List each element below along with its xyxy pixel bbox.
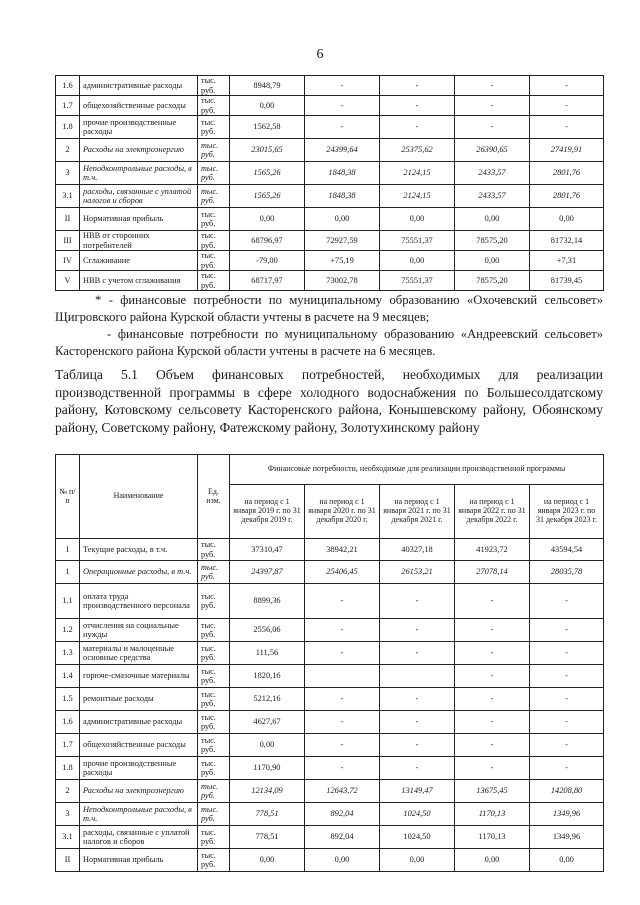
row-unit: тыс. руб. — [198, 251, 230, 271]
row-value: - — [305, 711, 380, 734]
row-value: 68796,97 — [230, 231, 305, 251]
row-value: 72927,59 — [305, 231, 380, 251]
row-name: административные расходы — [80, 76, 198, 96]
row-unit: тыс. руб. — [198, 208, 230, 231]
row-unit: тыс. руб. — [198, 539, 230, 561]
row-value: 2124,15 — [380, 185, 455, 208]
row-number: 2 — [56, 780, 80, 803]
row-value: 25406,45 — [305, 561, 380, 584]
table-row — [56, 96, 604, 116]
row-value: 0,00 — [230, 734, 305, 757]
row-value: 23015,65 — [230, 139, 305, 162]
row-name: Нормативная прибыль — [80, 849, 198, 872]
row-value: 13675,45 — [455, 780, 530, 803]
table-row — [56, 734, 604, 757]
row-value: - — [380, 734, 455, 757]
row-value: 2556,06 — [230, 619, 305, 642]
row-value: - — [530, 688, 604, 711]
row-value: 1170,13 — [455, 803, 530, 826]
row-value: 25375,62 — [380, 139, 455, 162]
row-unit: тыс. руб. — [198, 561, 230, 584]
row-value: 81732,14 — [530, 231, 604, 251]
row-unit: тыс. руб. — [198, 849, 230, 872]
row-unit: тыс. руб. — [198, 780, 230, 803]
row-unit: тыс. руб. — [198, 271, 230, 291]
row-value: 892,04 — [305, 826, 380, 849]
row-name: расходы, связанные с уплатой налогов и сборов — [80, 185, 198, 208]
row-unit: тыс. руб. — [198, 96, 230, 116]
table-row — [56, 642, 604, 665]
row-value: 892,04 — [305, 803, 380, 826]
row-value: - — [530, 619, 604, 642]
row-value: 0,00 — [530, 849, 604, 872]
row-value: 0,00 — [455, 251, 530, 271]
row-value: - — [380, 96, 455, 116]
row-value: - — [380, 116, 455, 139]
row-value: - — [455, 642, 530, 665]
row-value: - — [305, 76, 380, 96]
row-name: оплата труда производственного персонала — [80, 584, 198, 619]
row-number: 1.6 — [56, 711, 80, 734]
row-value: - — [455, 757, 530, 780]
row-value: 24399,64 — [305, 139, 380, 162]
row-value: - — [455, 76, 530, 96]
header-period-2021: на период с 1 января 2021 г. по 31 декабря 2021 г. — [380, 485, 455, 539]
row-name: Сглаживание — [80, 251, 198, 271]
table-caption: Таблица 5.1 Объем финансовых потребностей, необходимых для реализации производственной программы в сфере холодного водоснабжения по Большесолдатскому району, Котовскому сельсовету Касторенского района, Конышевскому району, Обоянскому району, Советскому району, Фатежскому району, Золотухинскому району — [55, 367, 603, 435]
header-name: Наименование — [80, 455, 198, 539]
table-row — [56, 561, 604, 584]
row-unit: тыс. руб. — [198, 757, 230, 780]
row-value: 1562,58 — [230, 116, 305, 139]
row-number: 1.1 — [56, 584, 80, 619]
row-unit: тыс. руб. — [198, 711, 230, 734]
row-value: 2433,57 — [455, 162, 530, 185]
row-value: 41923,72 — [455, 539, 530, 561]
row-value: - — [455, 734, 530, 757]
row-value: - — [530, 665, 604, 688]
row-value: - — [305, 116, 380, 139]
row-value: 26390,65 — [455, 139, 530, 162]
row-value: 1820,16 — [230, 665, 305, 688]
row-value: 1848,38 — [305, 162, 380, 185]
row-value: - — [455, 584, 530, 619]
row-value: - — [305, 688, 380, 711]
row-value: 1349,96 — [530, 826, 604, 849]
row-name: Операционные расходы, в т.ч. — [80, 561, 198, 584]
table-row — [56, 76, 604, 96]
row-value: - — [455, 665, 530, 688]
row-value: - — [305, 619, 380, 642]
row-value: 8899,36 — [230, 584, 305, 619]
row-value: 778,51 — [230, 803, 305, 826]
table-row — [56, 584, 604, 619]
row-value: - — [455, 688, 530, 711]
row-unit: тыс. руб. — [198, 139, 230, 162]
row-unit: тыс. руб. — [198, 734, 230, 757]
row-value: - — [530, 584, 604, 619]
row-value: 0,00 — [530, 208, 604, 231]
table-row — [56, 711, 604, 734]
row-value: - — [380, 619, 455, 642]
row-value: 40327,18 — [380, 539, 455, 561]
row-name: прочие производственные расходы — [80, 116, 198, 139]
row-number: V — [56, 271, 80, 291]
row-number: II — [56, 849, 80, 872]
row-value: 78575,20 — [455, 231, 530, 251]
row-value: 1170,13 — [455, 826, 530, 849]
row-value: - — [530, 642, 604, 665]
financial-needs-table — [55, 454, 604, 872]
expenses-table-continued — [55, 75, 604, 291]
row-value: 0,00 — [305, 208, 380, 231]
row-name: административные расходы — [80, 711, 198, 734]
table-row — [56, 757, 604, 780]
row-value: 38942,21 — [305, 539, 380, 561]
row-value: 0,00 — [230, 849, 305, 872]
row-number: 1.8 — [56, 757, 80, 780]
header-group: Финансовые потребности, необходимые для реализации производственной программы — [230, 455, 604, 485]
row-value: 37310,47 — [230, 539, 305, 561]
row-value: 68717,97 — [230, 271, 305, 291]
table-row — [56, 116, 604, 139]
row-name: Нормативная прибыль — [80, 208, 198, 231]
row-name: Расходы на электроэнергию — [80, 139, 198, 162]
row-unit: тыс. руб. — [198, 642, 230, 665]
row-number: 3.1 — [56, 826, 80, 849]
page-number: 6 — [316, 47, 324, 62]
row-value: 27078,14 — [455, 561, 530, 584]
header-period-2020: на период с 1 января 2020 г. по 31 декабря 2020 г. — [305, 485, 380, 539]
row-unit: тыс. руб. — [198, 688, 230, 711]
row-name: горюче-смазочные материалы — [80, 665, 198, 688]
row-number: 1 — [56, 561, 80, 584]
row-name: материалы и малоценные основные средства — [80, 642, 198, 665]
row-value: - — [305, 96, 380, 116]
row-value: 13149,47 — [380, 780, 455, 803]
row-value: 1170,90 — [230, 757, 305, 780]
row-value: 12134,09 — [230, 780, 305, 803]
row-unit: тыс. руб. — [198, 116, 230, 139]
row-number: II — [56, 208, 80, 231]
row-value: 1024,50 — [380, 826, 455, 849]
header-period-2019: на период с 1 января 2019 г. по 31 декабря 2019 г. — [230, 485, 305, 539]
row-value: - — [530, 734, 604, 757]
row-value: -79,00 — [230, 251, 305, 271]
row-name: Расходы на электроэнергию — [80, 780, 198, 803]
row-value: 5212,16 — [230, 688, 305, 711]
row-value: - — [380, 711, 455, 734]
row-value: 81739,45 — [530, 271, 604, 291]
row-value: 43594,54 — [530, 539, 604, 561]
header-num: № п/п — [56, 455, 80, 539]
header-period-2023: на период с 1 января 2023 г. по 31 декабря 2023 г. — [530, 485, 604, 539]
row-name: ремонтные расходы — [80, 688, 198, 711]
row-number: 3.1 — [56, 185, 80, 208]
row-name: общехозяйственные расходы — [80, 734, 198, 757]
table-row — [56, 619, 604, 642]
row-number: I — [56, 539, 80, 561]
row-value: 12643,72 — [305, 780, 380, 803]
table-row — [56, 780, 604, 803]
row-value: 0,00 — [380, 849, 455, 872]
row-value: 0,00 — [305, 849, 380, 872]
row-name: Текущие расходы, в т.ч. — [80, 539, 198, 561]
row-value: 78575,20 — [455, 271, 530, 291]
table-row — [56, 665, 604, 688]
row-value: - — [305, 642, 380, 665]
row-value: - — [380, 688, 455, 711]
row-unit: тыс. руб. — [198, 665, 230, 688]
row-value: - — [305, 734, 380, 757]
row-value: 2801,76 — [530, 162, 604, 185]
row-value: 8948,79 — [230, 76, 305, 96]
row-value: - — [305, 757, 380, 780]
table-row — [56, 251, 604, 271]
row-value: 0,00 — [230, 208, 305, 231]
row-value: - — [530, 757, 604, 780]
row-value — [380, 665, 455, 688]
row-value: - — [530, 116, 604, 139]
row-number: 1.6 — [56, 76, 80, 96]
row-value — [305, 665, 380, 688]
row-value: 2801,76 — [530, 185, 604, 208]
row-value: +7,31 — [530, 251, 604, 271]
row-value: - — [380, 584, 455, 619]
row-name: Неподконтрольные расходы, в т.ч. — [80, 803, 198, 826]
table-row — [56, 849, 604, 872]
row-number: 1.7 — [56, 96, 80, 116]
row-value: 0,00 — [230, 96, 305, 116]
row-name: НВВ от сторонних потребителей — [80, 231, 198, 251]
row-number: 1.8 — [56, 116, 80, 139]
row-number: 1.3 — [56, 642, 80, 665]
row-value: - — [305, 584, 380, 619]
row-number: III — [56, 231, 80, 251]
row-unit: тыс. руб. — [198, 185, 230, 208]
row-number: 3 — [56, 162, 80, 185]
row-value: 28035,78 — [530, 561, 604, 584]
table-row — [56, 271, 604, 291]
row-value: 73002,78 — [305, 271, 380, 291]
header-unit: Ед. изм. — [198, 455, 230, 539]
footnote-okhochevsky: * - финансовые потребности по муниципальному образованию «Охочевский сельсовет» Щигровского района Курской области учтены в расчете на 9 месяцев; — [55, 293, 603, 324]
row-value: 1848,38 — [305, 185, 380, 208]
table-row — [56, 185, 604, 208]
row-name: расходы, связанные с уплатой налогов и сборов — [80, 826, 198, 849]
row-value: 26153,21 — [380, 561, 455, 584]
row-value: - — [455, 116, 530, 139]
table-row — [56, 539, 604, 561]
row-number: 2 — [56, 139, 80, 162]
row-value: 1349,96 — [530, 803, 604, 826]
row-name: отчисления на социальные нужды — [80, 619, 198, 642]
row-value: 2433,57 — [455, 185, 530, 208]
row-name: прочие производственные расходы — [80, 757, 198, 780]
row-value: 1565,26 — [230, 185, 305, 208]
table-row — [56, 688, 604, 711]
row-name: общехозяйственные расходы — [80, 96, 198, 116]
row-unit: тыс. руб. — [198, 231, 230, 251]
table-row — [56, 826, 604, 849]
header-period-2022: на период с 1 января 2022 г. по 31 декабря 2022 г. — [455, 485, 530, 539]
row-value: 0,00 — [455, 849, 530, 872]
row-value: - — [530, 96, 604, 116]
table-row — [56, 162, 604, 185]
row-value: 75551,37 — [380, 231, 455, 251]
row-value: 14208,80 — [530, 780, 604, 803]
row-unit: тыс. руб. — [198, 619, 230, 642]
row-number: 1.4 — [56, 665, 80, 688]
row-value: - — [380, 757, 455, 780]
row-unit: тыс. руб. — [198, 162, 230, 185]
row-value: 2124,15 — [380, 162, 455, 185]
row-value: - — [380, 642, 455, 665]
row-name: Неподконтрольные расходы, в т.ч. — [80, 162, 198, 185]
row-value: 111,56 — [230, 642, 305, 665]
row-value: 4627,67 — [230, 711, 305, 734]
table-row — [56, 139, 604, 162]
row-value: - — [380, 76, 455, 96]
row-value: 1565,26 — [230, 162, 305, 185]
row-name: НВВ с учетом сглаживания — [80, 271, 198, 291]
row-unit: тыс. руб. — [198, 803, 230, 826]
row-value: 75551,37 — [380, 271, 455, 291]
row-unit: тыс. руб. — [198, 76, 230, 96]
row-value: - — [455, 619, 530, 642]
row-value: 1024,50 — [380, 803, 455, 826]
row-value: - — [530, 76, 604, 96]
table-row — [56, 208, 604, 231]
footnotes — [55, 292, 603, 360]
row-unit: тыс. руб. — [198, 826, 230, 849]
row-value: 778,51 — [230, 826, 305, 849]
table-row — [56, 231, 604, 251]
row-number: 1.2 — [56, 619, 80, 642]
row-value: +75,19 — [305, 251, 380, 271]
row-value: - — [455, 711, 530, 734]
row-value: 24397,87 — [230, 561, 305, 584]
row-value: 0,00 — [380, 208, 455, 231]
footnote-andreevsky: - финансовые потребности по муниципальному образованию «Андреевский сельсовет» Касторенского района Курской области учтены в расчете на 6 месяцев. — [55, 327, 603, 358]
row-value: 27419,91 — [530, 139, 604, 162]
row-value: 0,00 — [380, 251, 455, 271]
row-number: 1.5 — [56, 688, 80, 711]
row-value: - — [530, 711, 604, 734]
row-unit: тыс. руб. — [198, 584, 230, 619]
row-number: 3 — [56, 803, 80, 826]
row-value: 0,00 — [455, 208, 530, 231]
table-row — [56, 803, 604, 826]
row-value: - — [455, 96, 530, 116]
row-number: 1.7 — [56, 734, 80, 757]
row-number: IV — [56, 251, 80, 271]
